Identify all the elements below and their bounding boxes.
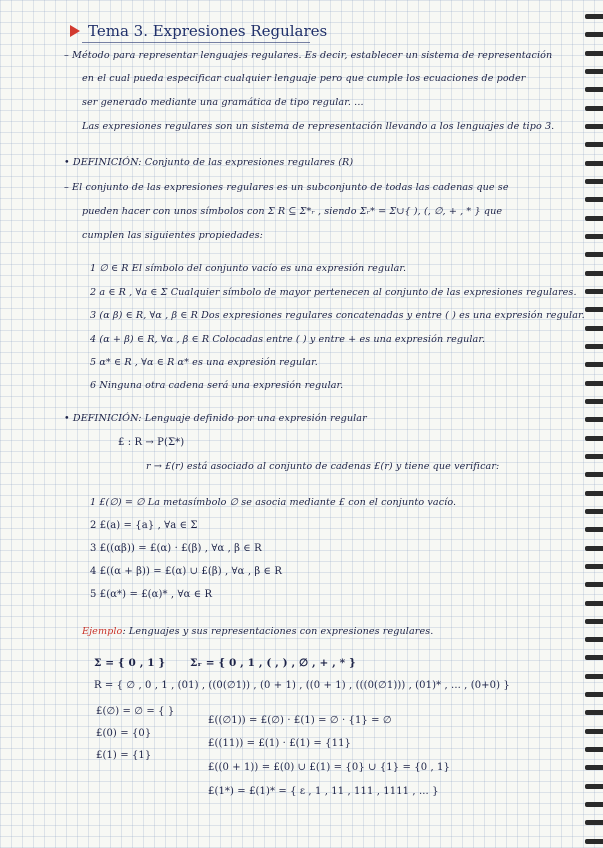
- intro-line: en el cual pueda especificar cualquier lenguaje pero que cumple los ecuaciones de poder: [82, 73, 526, 84]
- example-left-item: £(1) = {1}: [96, 750, 152, 761]
- page-title: [70, 22, 327, 40]
- definition-text: cumplen las siguientes propiedades:: [82, 230, 263, 241]
- page-title-text: Tema 3. Expresiones Regulares: [88, 22, 328, 40]
- rule-item: 2 £(a) = {a} , ∀a ∈ Σ: [90, 520, 198, 531]
- example-heading: Ejemplo: [82, 626, 123, 637]
- definition-heading: • DEFINICIÓN: Conjunto de las expresiones regulares (R): [64, 157, 354, 168]
- property-item: 4 (α + β) ∈ R, ∀α , β ∈ R Colocadas entre ( ) y entre + es una expresión regular.: [90, 334, 486, 345]
- triangle-bullet-icon: [70, 25, 80, 37]
- example-left-item: £(∅) = ∅ = { }: [96, 706, 175, 717]
- example-sigma: Σ = { 0 , 1 }: [94, 657, 166, 669]
- example-r-set: R = { ∅ , 0 , 1 , (01) , ((0(∅1)) , (0 + 1) , ((0 + 1) , (((0(∅1))) , (01)* , ... , (0+0) }: [94, 680, 510, 691]
- rule-item: 5 £(α*) = £(α)* , ∀α ∈ R: [90, 589, 213, 600]
- rule-item: 4 £((α + β)) = £(α) ∪ £(β) , ∀α , β ∈ R: [90, 566, 282, 577]
- rule-item: 1 £(∅) = ∅ La metasímbolo ∅ se asocia mediante £ con el conjunto vacío.: [90, 497, 457, 508]
- intro-line: Las expresiones regulares son un sistema de representación llevando a los lenguajes de tipo 3.: [82, 121, 555, 132]
- rule-item: 3 £((αβ)) = £(α) · £(β) , ∀α , β ∈ R: [90, 543, 262, 554]
- title-underline: [82, 42, 310, 43]
- example-left-item: £(0) = {0}: [96, 728, 152, 739]
- property-item: 3 (α β) ∈ R, ∀α , β ∈ R Dos expresiones regulares concatenadas y entre ( ) es una expresión regular.: [90, 310, 585, 321]
- property-item: 1 ∅ ∈ R El símbolo del conjunto vacío es una expresión regular.: [90, 263, 407, 274]
- example-text: : Lenguajes y sus representaciones con expresiones regulares.: [122, 626, 434, 637]
- property-item: 2 a ∈ R , ∀a ∈ Σ Cualquier símbolo de mayor pertenecen al conjunto de las expresiones regulares.: [90, 287, 577, 298]
- example-sigma-r: Σᵣ = { 0 , 1 , ( , ) , ∅ , + , * }: [190, 657, 356, 669]
- property-item: 5 α* ∈ R , ∀α ∈ R α* es una expresión regular.: [90, 357, 318, 368]
- intro-line: – Método para representar lenguajes regulares. Es decir, establecer un sistema de representación: [64, 50, 553, 61]
- notebook-punch-holes: [581, 14, 603, 844]
- example-right-item: £((∅1)) = £(∅) · £(1) = ∅ · {1} = ∅: [208, 715, 392, 726]
- property-item: 6 Ninguna otra cadena será una expresión regular.: [90, 380, 344, 391]
- example-right-item: £((11)) = £(1) · £(1) = {11}: [208, 738, 352, 749]
- example-heading-line: [82, 626, 433, 637]
- example-right-item: £(1*) = £(1)* = { ε , 1 , 11 , 111 , 1111 , ... }: [208, 786, 439, 797]
- definition-formula: £ : R → P(Σ*): [118, 437, 185, 448]
- definition-text: r → £(r) está asociado al conjunto de cadenas £(r) y tiene que verificar:: [146, 461, 500, 472]
- intro-line: ser generado mediante una gramática de tipo regular. ...: [82, 97, 364, 108]
- definition-text: pueden hacer con unos símbolos con Σ R ⊆ Σ*ᵣ , siendo Σᵣ* = Σ∪{ ), (, ∅, + , * } que: [82, 206, 503, 217]
- definition-heading: • DEFINICIÓN: Lenguaje definido por una expresión regular: [64, 413, 367, 424]
- definition-text: – El conjunto de las expresiones regulares es un subconjunto de todas las cadenas que se: [64, 182, 509, 193]
- example-right-item: £((0 + 1)) = £(0) ∪ £(1) = {0} ∪ {1} = {0 , 1}: [208, 762, 450, 773]
